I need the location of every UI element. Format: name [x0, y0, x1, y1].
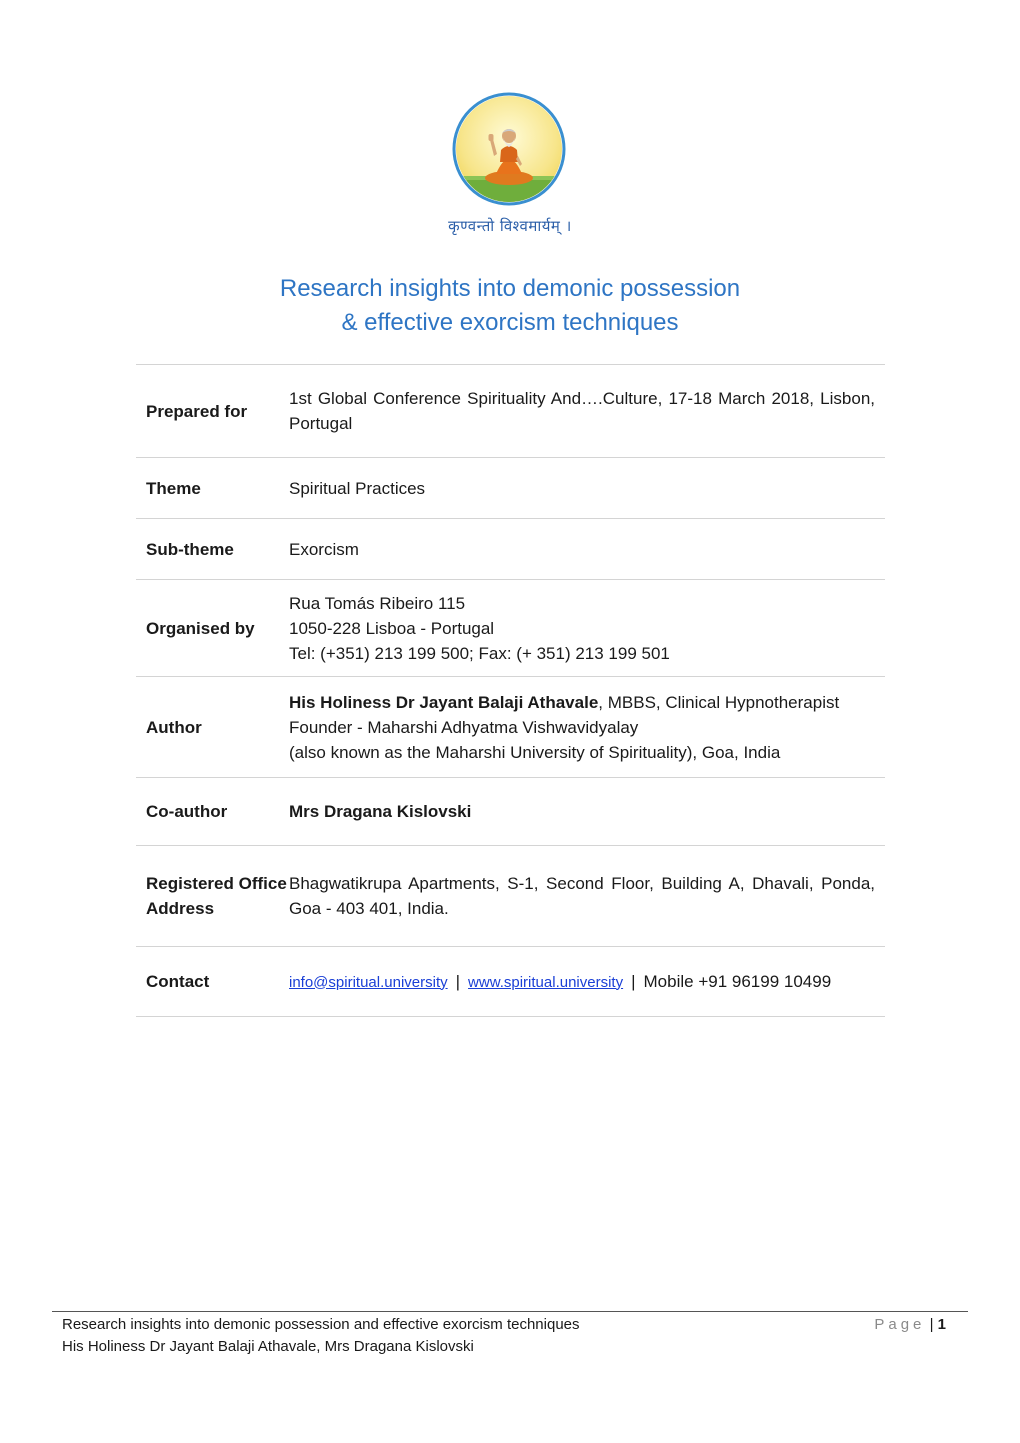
- row-theme: [136, 458, 885, 519]
- page-number: [874, 1314, 946, 1336]
- registered-office-label: [136, 846, 289, 947]
- registered-office-label-3: Address: [146, 899, 215, 918]
- row-contact: [136, 947, 885, 1017]
- coauthor-label: Co-author: [136, 778, 289, 846]
- footer-title: Research insights into demonic possession and effective exorcism techniques: [62, 1316, 580, 1333]
- page-word: Page: [874, 1316, 926, 1333]
- subtheme-label: Sub-theme: [136, 519, 289, 580]
- sanskrit-motto: कृण्वन्तो विश्वमार्यम् ।: [448, 217, 572, 235]
- prepared-for-value: 1st Global Conference Spirituality And….Culture, 17-18 March 2018, Lisbon, Portugal: [289, 365, 885, 458]
- contact-separator-1: |: [455, 971, 461, 991]
- document-title: [0, 272, 1020, 340]
- registered-office-label-1: Registered: [146, 874, 234, 893]
- coauthor-value: Mrs Dragana Kislovski: [289, 778, 885, 846]
- page-separator: |: [929, 1316, 934, 1333]
- email-link[interactable]: info@spiritual.university: [289, 973, 448, 991]
- row-author: [136, 677, 885, 778]
- author-value: [289, 677, 885, 778]
- title-line-2: & effective exorcism techniques: [341, 309, 679, 336]
- registered-office-label-2: Office: [238, 874, 287, 893]
- contact-separator-2: |: [631, 971, 636, 991]
- info-table: [136, 364, 885, 1017]
- organised-by-city: 1050-228 Lisboa - Portugal: [289, 618, 495, 638]
- page-footer: [62, 1314, 946, 1358]
- university-logo: [452, 92, 566, 206]
- author-university: (also known as the Maharshi University of Spirituality), Goa, India: [289, 742, 781, 762]
- row-prepared-for: [136, 365, 885, 458]
- row-subtheme: [136, 519, 885, 580]
- contact-value: [289, 947, 885, 1017]
- contact-mobile: Mobile +91 96199 10499: [643, 971, 832, 991]
- author-name: His Holiness Dr Jayant Balaji Athavale: [289, 692, 599, 712]
- footer-authors: His Holiness Dr Jayant Balaji Athavale, Mrs Dragana Kislovski: [62, 1338, 474, 1355]
- author-founder: Founder - Maharshi Adhyatma Vishwavidyalay: [289, 717, 639, 737]
- organised-by-phone: Tel: (+351) 213 199 500; Fax: (+ 351) 213 199 501: [289, 643, 670, 663]
- author-label: Author: [136, 677, 289, 778]
- organised-by-value: [289, 580, 885, 677]
- author-credentials: , MBBS, Clinical Hypnotherapist: [598, 692, 840, 712]
- footer-rule: [52, 1311, 968, 1312]
- website-link[interactable]: www.spiritual.university: [468, 973, 624, 991]
- prepared-for-label: Prepared for: [136, 365, 289, 458]
- organised-by-label: Organised by: [136, 580, 289, 677]
- organised-by-street: Rua Tomás Ribeiro 115: [289, 593, 466, 613]
- row-organised-by: [136, 580, 885, 677]
- row-registered-office: [136, 846, 885, 947]
- contact-label: Contact: [136, 947, 289, 1017]
- row-coauthor: [136, 778, 885, 846]
- subtheme-value: Exorcism: [289, 519, 885, 580]
- theme-label: Theme: [136, 458, 289, 519]
- registered-office-value: Bhagwatikrupa Apartments, S-1, Second Floor, Building A, Dhavali, Ponda, Goa - 403 401, India.: [289, 846, 885, 947]
- theme-value: Spiritual Practices: [289, 458, 885, 519]
- page-number-value: 1: [937, 1316, 946, 1333]
- title-line-1: Research insights into demonic possession: [279, 275, 741, 302]
